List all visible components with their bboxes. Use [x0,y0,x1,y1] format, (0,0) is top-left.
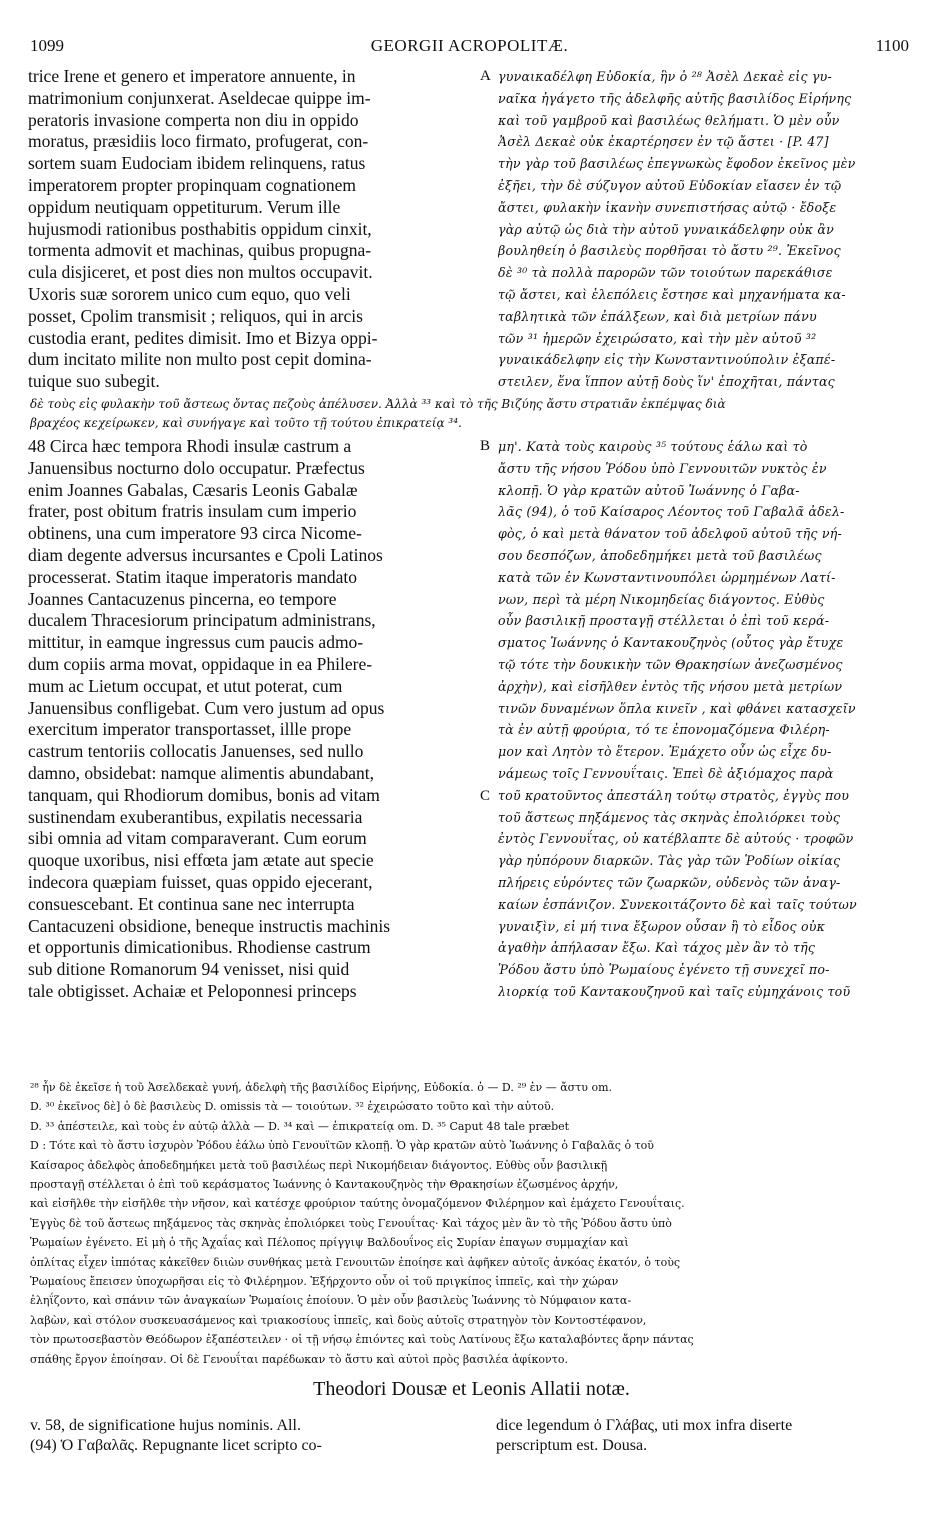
note-text-line: perscriptum est. Dousa. [496,1437,648,1454]
greek-text-line: γυναικαδέλφη Εὐδοκία, ἣν ὁ ²⁸ Ἀσὲλ Δεκαὲ εἰς γυ- [498,69,832,84]
greek-column-top [498,66,910,393]
greek-text-line: ἄστει, φυλακὴν ἱκανὴν συνεπιστήσας αὐτῷ · ἔδοξε [498,199,837,215]
greek-text-line: τῷ τότε τὴν δουκικὴν τῶν Θρακησίων ἀνεζωσμένος [498,656,843,672]
running-title: GEORGII ACROPOLITÆ. [370,36,569,55]
greek-text-line: καὶ τοῦ γαμβροῦ καὶ βασιλέως θελήματι. Ὁ μὲν οὖν [498,112,840,128]
greek-text-line: δὲ τοὺς εἰς φυλακὴν τοῦ ἄστεως ὄντας πεζοὺς ἀπέλυσεν. Ἀλλὰ ³³ καὶ τὸ τῆς Βιζύης ἄστυ στρατιᾶν ἐκπέμψας διὰ [30,397,726,411]
latin-text-line: dum incitato milite non multo post cepit domina- [28,349,372,370]
greek-text-line: βουληθείη ὁ βασιλεὺς πορθῆσαι τὸ ἄστυ ²⁹. Ἐκεῖνος [498,243,841,259]
greek-text-line: μον καὶ Λητὸν τὸ ἕτερον. Ἐμάχετο οὖν ὡς εἶχε δυ- [498,744,832,760]
latin-text-line: Januensibus nocturno dolo occupatur. Præfectus [28,457,365,478]
latin-text-line: tale obtigisset. Achaiæ et Peloponnesi princeps [28,980,357,1001]
greek-text-line: ἄστυ τῆς νήσου Ῥόδου ὑπὸ Γεννουιτῶν νυκτὸς ἐν [498,460,827,476]
latin-text-line: processerat. Statim itaque imperatoris mandato [28,566,357,587]
greek-text-line: γυναιξὶν, εἰ μή τινα ἔξωρον οὖσαν ἢ τὸ εἶδος οὐκ [498,918,826,934]
latin-text-line: sortem suam Eudociam ibidem relinquens, ratus [28,153,366,174]
greek-column-bottom [498,436,910,1003]
greek-text-line: οὖν βασιλικῇ προσταγῇ στέλλεται ὁ ἐπὶ τοῦ κερά- [498,613,830,629]
latin-text-line: Joannes Cantacuzenus pincerna, eo tempore [28,588,337,609]
margin-letter-b: B [480,438,491,454]
latin-text-line: indecora quæpiam fuisset, quas oppido ejecerant, [28,871,373,892]
greek-text-line: ἀρχὴν), καὶ εἰσῆλθεν ἐντὸς τῆς νήσου μετὰ μετρίων [498,678,843,694]
latin-text-line: Cantacuzeni obsidione, beneque instructis machinis [28,915,391,936]
greek-text-line: νων, περὶ τὰ μέρη Νικομηδείας διάγοντος. Εὐθὺς [498,591,825,607]
latin-text-line: sibi omnia ad vitam comparaverant. Cum eorum [28,828,367,849]
latin-text-line: damno, obsidebat: namque alimentis abundabant, [28,762,375,783]
greek-fullwidth-block [30,395,910,433]
footnote-line: καὶ εἰσῆλθε τὴν εἰσῆλθε τὴν νῆσον, καὶ κατέσχε φρούριον ταύτης ὀνομαζόμενον Φιλέρημον καὶ ἐμάχετο Γενουΐταις. [30,1197,685,1211]
footnote-line: Ῥωμαίων ἐγένετο. Εἰ μὴ ὁ τῆς Ἀχαΐας καὶ Πέλοπος πρίγγιψ Βαλδουΐνος εἰς Συρίαν ἐπαγων συμμαχίαν καὶ [30,1236,629,1250]
notes-right-column [496,1416,916,1456]
greek-text-line: ναῖκα ἠγάγετο τῆς ἀδελφῆς αὐτῆς βασιλίδος Εἰρήνης [498,90,852,106]
latin-text-line: Uxoris suæ sororem unico cum equo, quo veli [28,283,351,304]
footnote-line: D : Τότε καὶ τὸ ἄστυ ἰσχυρὸν Ῥόδου ἑάλω ὑπὸ Γενουϊτῶν κλοπῇ. Ὁ γὰρ κρατῶν αὐτὸ Ἰωάννης ὁ Γαβαλᾶς ὁ τοῦ [30,1139,654,1153]
footnote-line: ὁπλίτας εἶχεν ἱππότας κἀκεῖθεν διιὼν συνθήκας μετὰ Γενουιτῶν ἐποίησε καὶ ἀφῆκεν αὐτοῖς ἀνκόας ἑκατόν, ὁ τοὺς [30,1255,681,1269]
greek-text-line: Ῥόδου ἄστυ ὑπὸ Ῥωμαίους ἐγένετο τῇ συνεχεῖ πο- [498,962,830,978]
latin-column-top [28,66,476,393]
greek-text-line: τινῶν δυναμένων ὅπλα κινεῖν , καὶ φθάνει κατασχεῖν [498,700,856,716]
latin-text-line: enim Joannes Gabalas, Cæsaris Leonis Gabalæ [28,479,358,500]
latin-text-line: exercitum imperator transportasset, illle prope [28,719,352,740]
latin-text-line: oppidum neutiquam oppetiturum. Verum ille [28,196,341,217]
greek-text-line: σου δεσπόζων, ἀποδεδημήκει μετὰ τοῦ βασιλέως [498,547,822,563]
latin-text-line: et opportunis dimicationibus. Rhodiense castrum [28,937,371,958]
footnotes [30,1078,915,1369]
greek-text-line: λιορκίᾳ τοῦ Καντακουζηνοῦ καὶ ταῖς εὐμηχάνοις τοῦ [498,983,851,999]
latin-text-line: peratoris invasione comperta non diu in oppido [28,109,359,130]
greek-text-line: τῷ ἄστει, καὶ ἑλεπόλεις ἔστησε καὶ μηχανήματα κα- [498,286,846,302]
greek-text-line: δὲ ³⁰ τὰ πολλὰ παρορῶν τῶν τοιούτων παρεκάθισε [498,265,833,281]
footnote-line: ²⁸ ἦν δὲ ἐκεῖσε ἡ τοῦ Ἀσελδεκαὲ γυνή, ἀδελφὴ τῆς βασιλίδος Εἰρήνης, Εὐδοκία. ὁ — D. ²⁹ ἐν — ἄστυ om. [30,1081,612,1094]
latin-text-line: quoque uxoribus, nisi effœta jam ætate aut specie [28,850,374,871]
footnote-line: σπάθης ἔργον ἐποίησαν. Οἱ δὲ Γενουΐται παρέδωκαν τὸ ἄστυ καὶ αὐτοὶ πρὸς βασιλέα ἀφίκοντο. [30,1352,568,1366]
latin-text-line: ducalem Thracesiorum principatum administrans, [28,610,376,631]
footnote-line: ἐληΐζοντο, καὶ σπάνιν τῶν ἀναγκαίων Ῥωμαίοις ἐποίουν. Ὁ μὲν οὖν βασιλεὺς Ἰωάννης τὸ Νύμφαιον κατα- [30,1294,632,1308]
latin-text-line: sub ditione Romanorum 94 venisset, nisi quid [28,959,350,980]
latin-text-line: obtinens, una cum imperatore 93 circa Nicome- [28,523,362,544]
greek-text-line: στειλεν, ἕνα ἵππον αὐτῇ δοὺς ἵν' ἐποχῆται, πάντας [498,374,835,390]
latin-text-line: Januensibus confligebat. Cum vero justum ad opus [28,697,385,718]
footnote-line: Ῥωμαίους ἔπεισεν ὑποχωρῆσαι εἰς τὸ Φιλέρημον. Ἐξήρχοντο οὖν οἱ τοῦ πριγκίπος ἱππεῖς, καὶ τὴν χώραν [30,1275,619,1289]
footnote-line: D. ³⁰ ἐκεῖνος δὲ] ὁ δὲ βασιλεὺς D. omissis τὰ — τοιούτων. ³² ἐχειρώσατο τοῦτο καὶ τὴν αὐτοῦ. [30,1100,555,1114]
note-text-line: (94) Ὁ Γαβαλᾶς. Repugnante licet scripto co- [30,1437,322,1454]
note-text-line: v. 58, de significatione hujus nominis. All. [30,1417,301,1434]
running-header [30,36,909,58]
greek-text-line: φὸς, ὁ καὶ μετὰ θάνατον τοῦ ἀδελφοῦ αὐτοῦ τῆς νή- [498,526,842,542]
footnote-line: Καίσαρος ἀδελφὸς ἀποδεδημήκει μετὰ τοῦ βασιλέως περὶ Νικομήδειαν διάγοντος. Εὐθὺς οὖν βασιλικῇ [30,1158,608,1172]
latin-text-line: cula disjiceret, et post dies non multos occupavit. [28,262,373,283]
greek-text-line: νάμεως τοῖς Γεννουΐταις. Ἐπεὶ δὲ ἀξιόμαχος παρὰ [498,765,834,781]
greek-text-line: κατὰ τῶν ἐν Κωνσταντινουπόλει ὡρμημένων Λατί- [498,569,836,585]
greek-text-line: ταβλητικὰ τῶν ἐπάλξεων, καὶ διὰ μετρίων πάνυ [498,308,817,324]
left-page-number: 1099 [30,36,64,55]
latin-text-line: frater, post obitum fratris insulam cum imperio [28,501,357,522]
latin-text-line: castrum tentoriis collocatis Januenses, sed nullo [28,741,364,762]
greek-text-line: γὰρ αὐτῷ ὡς διὰ τὴν αὐτοῦ γυναικάδελφην οὐκ ἂν [498,221,834,237]
latin-text-line: mum ac Lietum occupat, et utut poterat, cum [28,675,343,696]
greek-text-line: βραχέος κεχείρωκεν, καὶ συνήγαγε καὶ τοῦτο τῇ τούτου ἐπικρατείᾳ ³⁴. [30,416,462,430]
footnote-line: λαβὼν, καὶ στόλον συσκευασάμενος καὶ τριακοσίους ἱππεῖς, καὶ δοὺς αὐτοῖς στρατηγὸν τὸν Κοντοστέφανον, [30,1313,647,1327]
greek-text-line: γυναικάδελφην εἰς τὴν Κωνσταντινούπολιν ἐξαπέ- [498,352,836,368]
greek-text-line: κλοπῇ. Ὁ γὰρ κρατῶν αὐτοῦ Ἰωάννης ὁ Γαβα- [498,482,800,498]
margin-letter-a: A [480,68,491,84]
notes-section-title: Theodori Dousæ et Leonis Allatii notæ. [313,1378,630,1400]
latin-text-line: tanquam, qui Rhodiorum domibus, bonis ad vitam [28,784,380,805]
latin-text-line: dum copiis arma movat, oppidaque in ea Philere- [28,653,373,674]
greek-text-line: τὴν γὰρ τοῦ βασιλέως ἐπεγνωκὼς ἔφοδον ἐκεῖνος μὲν [498,156,856,172]
greek-text-line: λᾶς (94), ὁ τοῦ Καίσαρος Λέοντος τοῦ Γαβαλᾶ ἀδελ- [498,504,845,520]
latin-text-line: tormenta admovit et machinas, quibus propugna- [28,240,372,261]
latin-text-line: sustinendam exuberantibus, expilatis necessaria [28,806,363,827]
footnote-line: D. ³³ ἀπέστειλε, καὶ τοὺς ἐν αὐτῷ ἀλλὰ — D. ³⁴ καὶ — ἐπικρατείᾳ om. D. ³⁵ Caput 48 tale præbet [30,1119,570,1133]
latin-text-line: moratus, præsidiis loco firmato, profugerat, con- [28,131,369,152]
greek-text-line: μη'. Κατὰ τοὺς καιροὺς ³⁵ τούτους ἑάλω καὶ τὸ [498,439,808,454]
greek-text-line: ἐντὸς Γεννουΐτας, οὐ κατέβλαπτε δὲ αὐτούς · τροφῶν [498,831,854,847]
footnote-line: Ἐγγὺς δὲ τοῦ ἄστεως πηξάμενος τὰς σκηνὰς ἐπολιόρκει τοὺς Γενουΐτας· Καὶ τάχος μὲν ἂν τὸ τῆς Ῥόδου ἄστυ ὑπὸ [30,1216,672,1230]
latin-text-line: mittitur, in eamque ingressus cum paucis admo- [28,632,364,653]
notes-left-column [30,1416,480,1456]
latin-text-line: tuique suo subegit. [28,371,160,392]
greek-text-line: ἀγαθὴν ἀπήλασαν ἔξω. Καὶ τάχος μὲν ἂν τὸ τῆς [498,940,816,956]
greek-text-line: τοῦ κρατοῦντος ἀπεστάλη τούτῳ στρατὸς, ἐγγὺς που [498,787,850,803]
greek-text-line: τῶν ³¹ ἡμερῶν ἐχειρώσατο, καὶ τὴν μὲν αὐτοῦ ³² [498,330,817,346]
greek-text-line: τοῦ ἄστεως πηξάμενος τὰς σκηνὰς ἐπολιόρκει τοὺς [498,809,841,825]
greek-text-line: πλήρεις εὑρόντες τῶν ζωαρκῶν, οὐδενὸς τῶν ἀναγ- [498,874,841,890]
latin-text-line: imperatorem propter propinquam cognationem [28,174,357,195]
margin-letter-c: C [480,788,491,804]
latin-text-line: hujusmodi rationibus posthabitis oppidum cinxit, [28,218,372,239]
footnote-line: τὸν πρωτοσεβαστὸν Θεόδωρον ἐξαπέστειλεν · οἱ τῇ νήσῳ ἐπιόντες καὶ τοὺς Λατίνους ἔξω καταλαβόντες ἄρην πάντας [30,1333,694,1347]
latin-text-line: matrimonium conjunxerat. Aseldecae quippe im- [28,87,371,108]
greek-text-line: τὰ ἐν αὐτῇ φρούρια, τό τε ἐπονομαζόμενα Φιλέρη- [498,722,830,738]
latin-text-line: custodia erant, pedites dimisit. Imo et Bizya oppi- [28,327,378,348]
right-page-number: 1100 [875,36,909,55]
greek-text-line: σματος Ἰωάννης ὁ Καντακουζηνὸς (οὗτος γὰρ ἔτυχε [498,635,844,651]
greek-text-line: Ἀσὲλ Δεκαὲ οὐκ ἐκαρτέρησεν ἐν τῷ ἄστει · [P. 47] [498,134,829,150]
latin-text-line: consuescebant. Et continua sane nec interrupta [28,893,355,914]
greek-text-line: γὰρ ηὐπόρουν διαρκῶν. Τὰς γὰρ τῶν Ῥοδίων οἰκίας [498,853,841,869]
latin-column-bottom [28,436,476,1003]
latin-text-line: 48 Circa hæc tempora Rhodi insulæ castrum a [28,436,352,456]
greek-text-line: ἐξῆει, τὴν δὲ σύζυγον αὐτοῦ Εὐδοκίαν εἴασεν ἐν τῷ [498,177,842,193]
latin-text-line: posset, Cpolim transmisit ; reliquos, qui in arcis [28,305,363,326]
footnote-line: προσταγῇ στέλλεται ὁ ἐπὶ τοῦ κεράσματος Ἰωάννης ὁ Καντακουζηνὸς τὴν Θρακησίων ἐζωσμένος ἀρχήν, [30,1178,619,1192]
latin-text-line: diam degente adversus incursantes e Cpoli Latinos [28,544,383,565]
note-text-line: dice legendum ὁ Γλάβας, uti mox infra diserte [496,1417,793,1434]
latin-text-line: trice Irene et genero et imperatore annuente, in [28,66,356,86]
greek-text-line: καίων ἐσπάνιζον. Συνεκοιτάζοντο δὲ καὶ ταῖς τούτων [498,896,857,912]
